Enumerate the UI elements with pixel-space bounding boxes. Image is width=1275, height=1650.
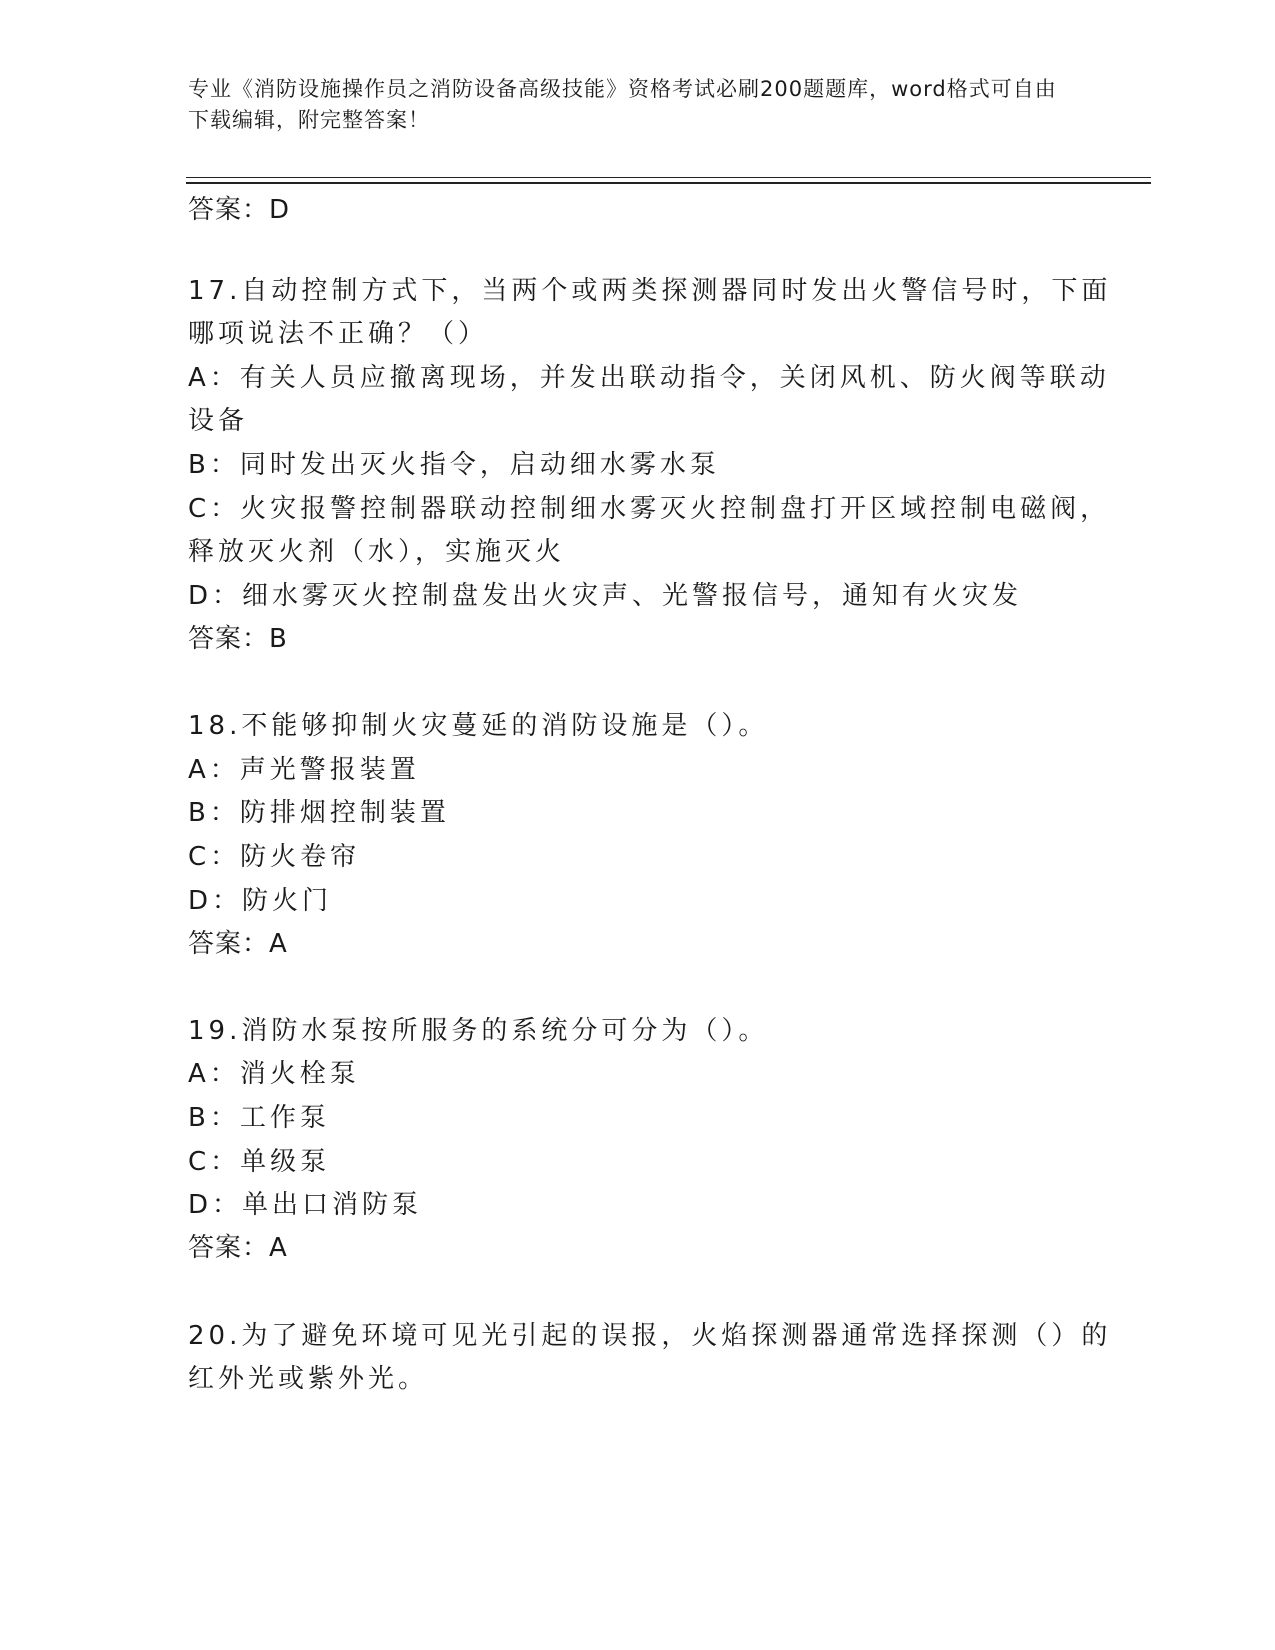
option-b: B：防排烟控制装置 <box>188 798 450 828</box>
answer-line: 答案：A <box>188 1233 288 1263</box>
question-stem: 18.不能够抑制火灾蔓延的消防设施是（）。 <box>188 711 769 741</box>
answer-line: 答案：D <box>188 195 291 225</box>
answer-line: 答案：A <box>188 929 288 959</box>
option-c: C：防火卷帘 <box>188 842 361 872</box>
question-stem: 红外光或紫外光。 <box>188 1364 429 1394</box>
option-a: 设备 <box>188 406 249 436</box>
option-a: A：消火栓泵 <box>188 1059 360 1089</box>
option-d: D：细水雾灭火控制盘发出火灾声、光警报信号，通知有火灾发 <box>188 581 1023 611</box>
option-d: D：防火门 <box>188 886 333 916</box>
document-header: 专业《消防设施操作员之消防设备高级技能》资格考试必刷200题题库，word格式可自由下载编辑，附完整答案！ <box>188 77 1057 132</box>
option-a: A：有关人员应撤离现场，并发出联动指令，关闭风机、防火阀等联动 <box>188 363 1110 393</box>
option-d: D：单出口消防泵 <box>188 1190 423 1220</box>
header-divider-thick <box>186 182 1151 184</box>
question-stem: 19.消防水泵按所服务的系统分可分为（）。 <box>188 1016 769 1046</box>
question-stem: 20.为了避免环境可见光引起的误报，火焰探测器通常选择探测（）的 <box>188 1321 1112 1351</box>
question-stem: 哪项说法不正确？（） <box>188 319 489 349</box>
option-c: C：火灾报警控制器联动控制细水雾灭火控制盘打开区域控制电磁阀， <box>188 494 1111 524</box>
option-c: 释放灭火剂（水），实施灭火 <box>188 537 566 567</box>
option-b: B：同时发出灭火指令，启动细水雾水泵 <box>188 450 720 480</box>
question-stem: 17.自动控制方式下，当两个或两类探测器同时发出火警信号时，下面 <box>188 276 1112 306</box>
option-a: A：声光警报装置 <box>188 755 420 785</box>
answer-line: 答案：B <box>188 624 288 654</box>
header-divider-thin <box>186 177 1151 178</box>
option-c: C：单级泵 <box>188 1147 331 1177</box>
option-b: B：工作泵 <box>188 1103 330 1133</box>
